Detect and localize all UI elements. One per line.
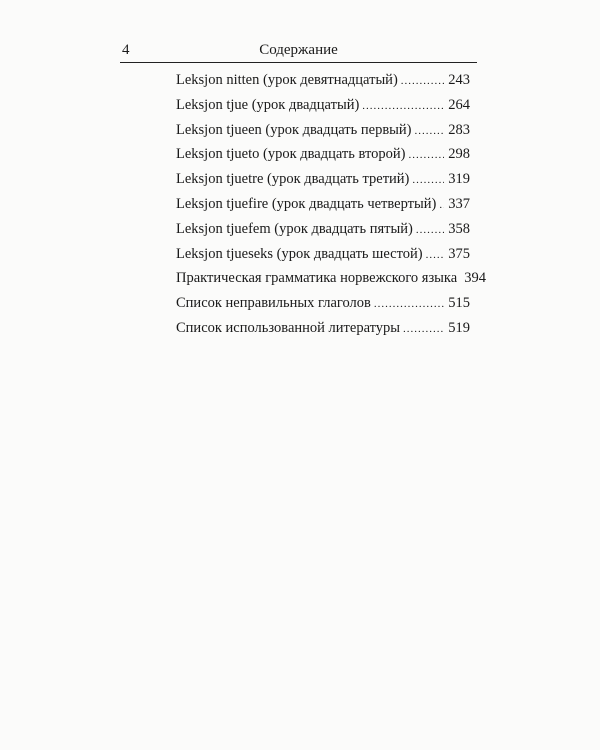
page-number: 4 [122, 42, 130, 58]
dot-leader [415, 125, 445, 137]
dot-leader [362, 100, 444, 112]
toc-entry-page: 298 [448, 146, 470, 163]
toc-entry [176, 221, 470, 246]
toc-entry-title: Leksjon tjueen (урок двадцать первый) [176, 121, 412, 138]
toc-entry-title: Список использованной литературы [176, 319, 401, 336]
toc-entry [176, 295, 470, 320]
toc-entry-title: Leksjon tjuetre (урок двадцать третий) [176, 171, 410, 188]
page-header [120, 40, 477, 62]
toc-entry-page: 519 [448, 319, 470, 336]
toc-entry [176, 196, 470, 221]
toc-entry-title: Leksjon nitten (урок девятнадцатый) [176, 72, 398, 88]
toc-entry [176, 72, 470, 97]
dot-leader [408, 149, 444, 161]
dot-leader [401, 75, 444, 87]
running-title: Содержание [259, 42, 338, 58]
toc-entry-title: Список неправильных глаголов [176, 295, 371, 312]
dot-leader [412, 174, 444, 186]
toc-entry-title: Leksjon tjueto (урок двадцать второй) [176, 146, 406, 163]
toc-entry [176, 122, 470, 147]
dot-leader [416, 224, 444, 236]
toc-entry-page: 337 [448, 195, 470, 212]
table-of-contents [176, 72, 486, 345]
toc-entry-title: Leksjon tjuefire (урок двадцать четвертый) [176, 195, 437, 212]
toc-entry-title: Leksjon tjueseks (урок двадцать шестой) [176, 245, 423, 262]
dot-leader [426, 249, 445, 261]
dot-leader [439, 199, 444, 211]
toc-entry-title: Leksjon tjuefem (урок двадцать пятый) [176, 220, 413, 237]
toc-entry-page: 283 [448, 121, 470, 138]
toc-entry-page: 319 [448, 171, 470, 188]
toc-entry [176, 270, 486, 295]
toc-entry [176, 97, 470, 122]
toc-entry [176, 320, 470, 345]
toc-entry-page: 243 [448, 72, 470, 88]
toc-entry-page: 358 [448, 220, 470, 237]
toc-entry [176, 146, 470, 171]
toc-entry [176, 171, 470, 196]
toc-entry-page: 264 [448, 96, 470, 113]
dot-leader [403, 323, 444, 335]
toc-entry-page: 515 [448, 295, 470, 312]
header-rule [120, 62, 477, 63]
toc-entry-title: Leksjon tjue (урок двадцатый) [176, 96, 360, 113]
toc-entry-page: 375 [448, 245, 470, 262]
toc-entry [176, 246, 470, 271]
dot-leader [374, 298, 444, 310]
toc-entry-title: Практическая грамматика норвежского языка [176, 270, 458, 287]
toc-entry-page: 394 [464, 270, 486, 287]
